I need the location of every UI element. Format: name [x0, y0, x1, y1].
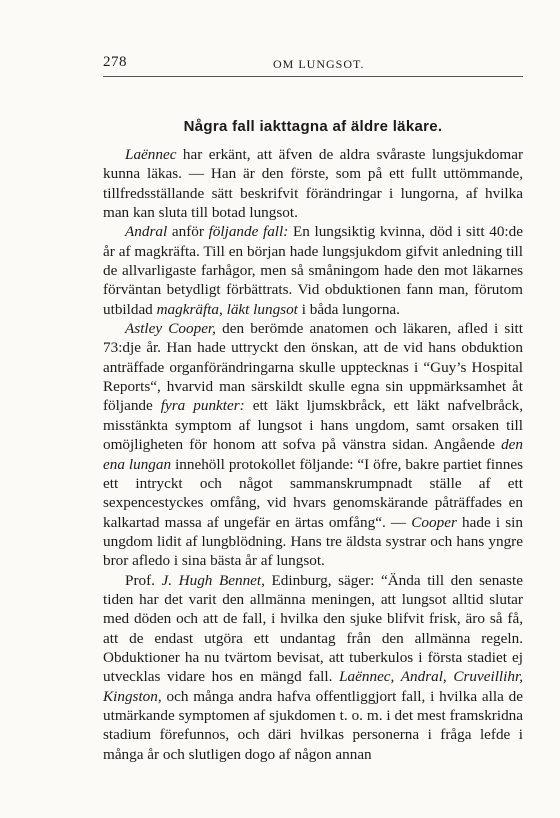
italic-run: Andral [125, 223, 168, 241]
text-run: ett läkt ljumskbråck, ett läkt nafvelbråck, misstänkta symptom af lungsot i hans ungdom, samt orsaken till omöjligheten för honom att sofva på vänstra sidan. Angående [103, 397, 523, 454]
italic-run: Astley Cooper, [125, 320, 216, 338]
running-title: OM LUNGSOT. [273, 57, 365, 71]
text-run: har erkänt, att äfven de aldra svåraste lungsjukdomar kunna läkas. — Han är den förste, som på ett fullt uttömmande, tillfredsställande sätt beskrifvit förändringar i lungorna, af hvilka man kan sluta till botad lungsot. [103, 146, 523, 222]
paragraph [103, 571, 523, 764]
italic-run: följande fall: [208, 223, 289, 241]
italic-run: Laënnec, Andral, Cruveillihr, Kingston, [103, 668, 523, 705]
italic-run: J. Hugh Bennet, [161, 571, 265, 589]
text-run: En lungsiktig kvinna, död i sitt 40:de år af magkräfta. Till en början hade lungsjukdom gifvit anledning till de allvarligaste farhågor, men så småningom hade den mot läkarnes förväntan betydligt förbättrats. Vid obduktionen fann man, förutom utbildad [103, 223, 523, 318]
header-rule [103, 76, 523, 77]
text-run: Prof. [125, 571, 162, 589]
text-run: och många andra hafva offentliggjort fall, i hvilka alla de utmärkande symptomen af sjukdomen t. o. m. i det mest framskridna stadium förefunnos, och däri hvilkas personerna i fråga lefde i många år och slutligen dogo af någon annan [103, 687, 523, 763]
body-text [103, 145, 523, 764]
text-run: anför [167, 223, 209, 241]
italic-run: den ena lungan [103, 436, 523, 473]
text-run: innehöll protokollet följande: “I öfre, bakre partiet finnes ett intryckt och något sammanskrumpnadt ställe af ett sexpencestyckes omfång, vid hvars genomskärande påträffades en kalkartad massa af ungefär en ärtas omfång“. — [103, 455, 523, 531]
italic-run: fyra punkter: [160, 397, 245, 415]
italic-run: Cooper [411, 513, 457, 531]
text-run: i båda lungorna. [297, 300, 400, 318]
paragraph [103, 222, 523, 319]
italic-run: Laënnec [125, 146, 177, 163]
section-title: Några fall iakttagna af äldre läkare. [183, 118, 443, 135]
page-header [103, 54, 523, 76]
italic-run: magkräfta, läkt lungsot [156, 300, 298, 318]
text-run: Edinburg, säger: “Ända till den senaste tiden har det varit den allmänna meningen, att lungsot alltid slutar med döden och att de fall, i hvilka den sjuke blifvit frisk, äro så få, att de endast utgöra ett undantag från den allmänna regeln. Obduktioner ha nu tvärtom bevisat, att tuberkulos i första stadiet ej utvecklas vidare hos en mängd fall. [103, 571, 524, 686]
page-number: 278 [103, 54, 127, 70]
text-run: hade i sin ungdom lidit af lungblödning. Hans tre äldsta systrar och hans yngre bror afledo i sina bästa år af lungsot. [103, 513, 523, 570]
text-run: den berömde anatomen och läkaren, afled i sitt 73:dje år. Han hade uttryckt den önskan, att de vid hans obduktion anträffade organförändringarna skulle upptecknas i “Guy’s Hospital Reports“, hvarvid man särskildt skulle egna sin uppmärksamhet åt följande [103, 320, 523, 415]
paragraph [103, 319, 523, 570]
paragraph [103, 145, 523, 222]
